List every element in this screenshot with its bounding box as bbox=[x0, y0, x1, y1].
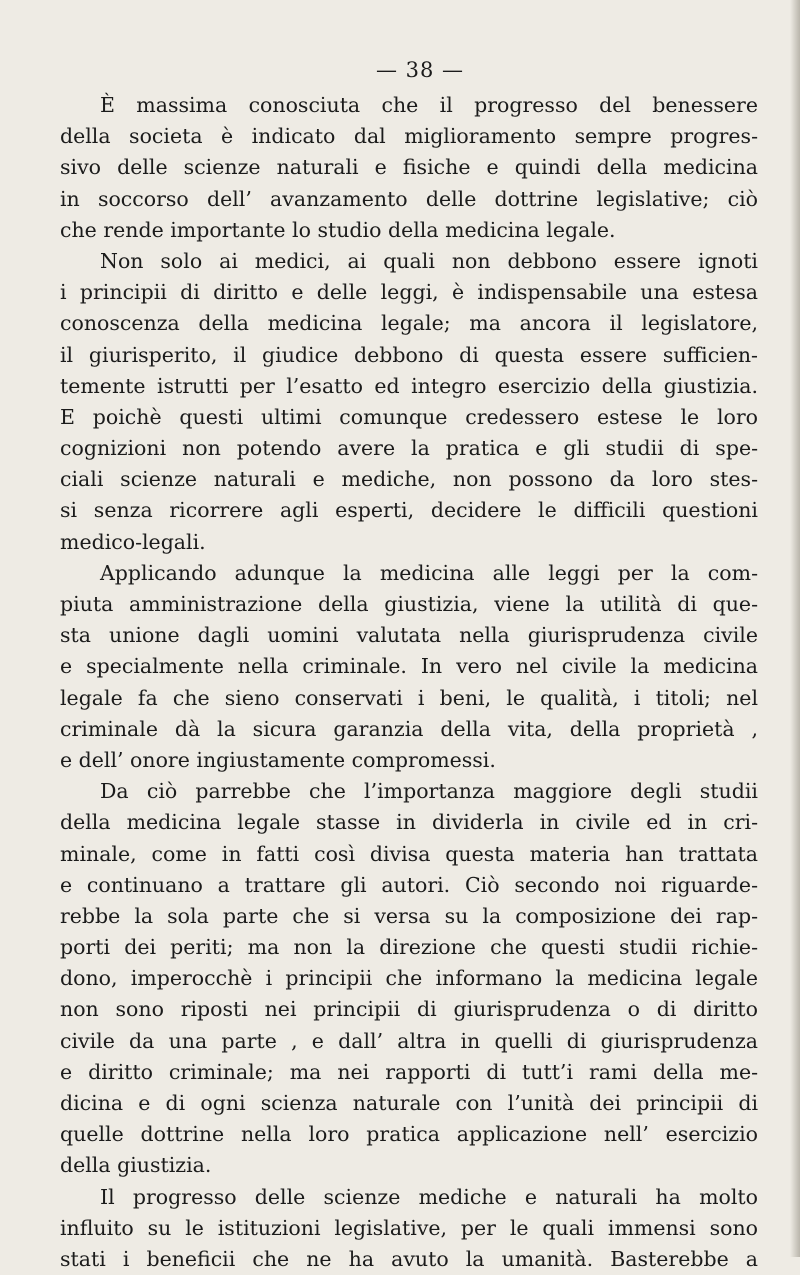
text-line: stati i beneficii che ne ha avuto la umanità. Basterebbe a bbox=[60, 1246, 758, 1271]
text-line: sivo delle scienze naturali e fisiche e quindi della medicina bbox=[60, 155, 758, 180]
body-text bbox=[60, 90, 758, 1275]
text-line: non sono riposti nei principii di giurisprudenza o di diritto bbox=[60, 997, 758, 1022]
text-line: i principii di diritto e delle leggi, è indispensabile una estesa bbox=[60, 280, 758, 305]
text-line: Il progresso delle scienze mediche e naturali ha molto bbox=[100, 1184, 758, 1209]
text-line: il giurisperito, il giudice debbono di questa essere sufficien- bbox=[60, 342, 758, 367]
text-line: della giustizia. bbox=[60, 1153, 212, 1178]
text-line: dicina e di ogni scienza naturale con l’unità dei principii di bbox=[60, 1091, 758, 1115]
text-line: in soccorso dell’ avanzamento delle dottrine legislative; ciò bbox=[60, 186, 758, 211]
text-line: Da ciò parrebbe che l’importanza maggiore degli studii bbox=[100, 779, 758, 804]
text-line: rebbe la sola parte che si versa su la composizione dei rap- bbox=[60, 903, 758, 928]
text-line: Applicando adunque la medicina alle leggi per la com- bbox=[100, 560, 758, 585]
text-line: conoscenza della medicina legale; ma ancora il legislatore, bbox=[60, 311, 758, 336]
page-edge-shadow bbox=[790, 0, 800, 1257]
text-line: cognizioni non potendo avere la pratica e gli studii di spe- bbox=[60, 436, 758, 461]
text-line: e specialmente nella criminale. In vero nel civile la medicina bbox=[60, 654, 758, 679]
text-line: della medicina legale stasse in dividerla in civile ed in cri- bbox=[60, 810, 758, 835]
text-line: quelle dottrine nella loro pratica applicazione nell’ esercizio bbox=[60, 1122, 758, 1147]
text-line: E poichè questi ultimi comunque credessero estese le loro bbox=[60, 404, 758, 429]
text-line: medico-legali. bbox=[60, 529, 206, 554]
text-line: porti dei periti; ma non la direzione che questi studii richie- bbox=[60, 935, 758, 960]
text-line: civile da una parte , e dall’ altra in quelli di giurisprudenza bbox=[60, 1028, 758, 1053]
text-line: È massima conosciuta che il progresso del benessere bbox=[100, 93, 758, 117]
text-line: e dell’ onore ingiustamente compromessi. bbox=[60, 747, 496, 772]
text-line: e diritto criminale; ma nei rapporti di tutt’i rami della me- bbox=[60, 1059, 758, 1084]
text-line: criminale dà la sicura garanzia della vita, della proprietà , bbox=[60, 716, 758, 741]
text-line: Non solo ai medici, ai quali non debbono essere ignoti bbox=[100, 248, 758, 273]
text-line: legale fa che sieno conservati i beni, le qualità, i titoli; nel bbox=[60, 685, 758, 710]
text-line: che rende importante lo studio della medicina legale. bbox=[60, 217, 616, 242]
page-number: — 38 — bbox=[375, 58, 465, 82]
text-line: e continuano a trattare gli autori. Ciò secondo noi riguarde- bbox=[60, 872, 758, 897]
text-line: sta unione dagli uomini valutata nella giurisprudenza civile bbox=[60, 623, 758, 648]
text-line: piuta amministrazione della giustizia, viene la utilità di que- bbox=[60, 592, 758, 616]
text-line: minale, come in fatti così divisa questa materia han trattata bbox=[60, 841, 758, 866]
text-line: dono, imperocchè i principii che informano la medicina legale bbox=[60, 966, 758, 991]
text-line: influito su le istituzioni legislative, per le quali immensi sono bbox=[60, 1215, 758, 1240]
text-line: ciali scienze naturali e mediche, non possono da loro stes- bbox=[60, 467, 758, 492]
text-line: della societa è indicato dal miglioramento sempre progres- bbox=[60, 124, 758, 149]
text-line: temente istrutti per l’esatto ed integro esercizio della giustizia. bbox=[60, 373, 758, 398]
text-line: si senza ricorrere agli esperti, decidere le difficili questioni bbox=[60, 498, 758, 523]
